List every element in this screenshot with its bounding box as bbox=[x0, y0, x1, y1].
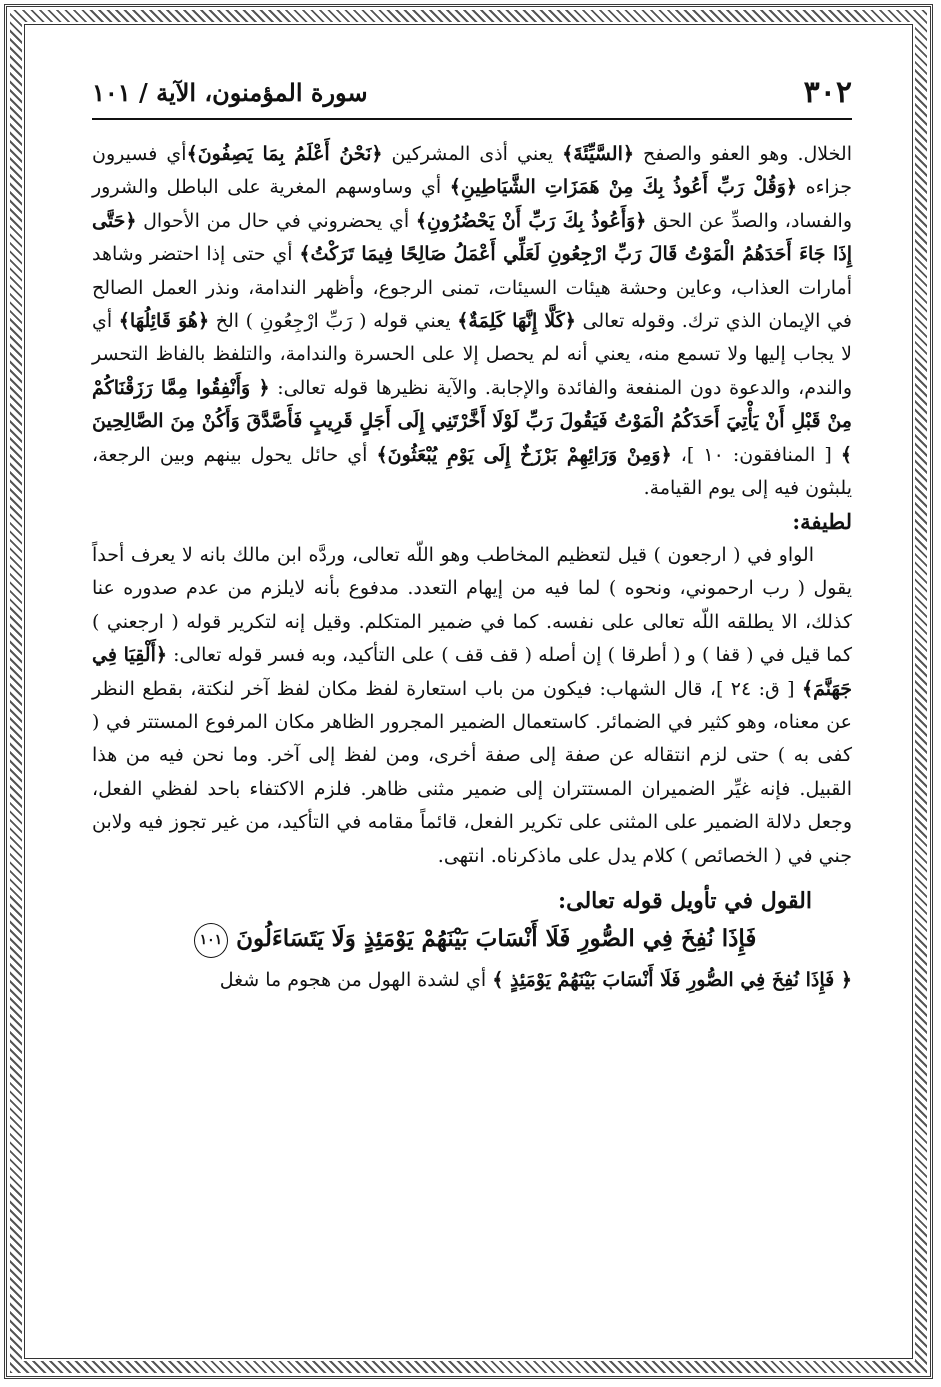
paragraph-lateefa bbox=[92, 539, 852, 873]
quran-quote: ﴿السَّيِّئَةَ﴾ bbox=[562, 143, 634, 165]
quran-quote: ﴿وَأَعُوذُ بِكَ رَبِّ أَنْ يَحْضُرُونِ﴾ bbox=[415, 209, 647, 232]
text-run: [ ق: ٢٤ ]، قال الشهاب: فيكون من باب استعارة لفظ مكان لفظ آخر لنكتة، بقطع النظر عن معناه، وهو كثير في الضمائر. كاستعمال الضمير المجرور الظاهر مكان المرفوع المستتر في ( كفى به ) حتى لزم انتقاله عن صفة إلى صفة أخرى، ومن لفظ إلى آخر. وما نحن فيه من هذا القبيل. فإنه غيِّر الضميران المستتران إلى ضمير مثنى ظاهر. فلزم الاكتفاء باحد لفظي الفعل، وجعل دلالة الضمير على المثنى على تكرير الفعل، قائماً مقامه في التأكيد، من غير تجوز فيه ولابن جني في ( الخصائص ) كلام يدل على ماذكرناه. انتهى. bbox=[92, 677, 852, 867]
header-rule bbox=[92, 118, 852, 120]
paragraph-verse-commentary bbox=[92, 964, 852, 997]
text-run: أي وساوسهم المغرية على الباطل والشرور والفساد، والصدِّ عن الحق bbox=[92, 176, 852, 232]
page-body bbox=[92, 138, 852, 997]
quran-quote: ﴿نَحْنُ أَعْلَمُ بِمَا يَصِفُونَ﴾ bbox=[186, 143, 383, 165]
text-run: أي لا يجاب إليها ولا تسمع منه، يعني أنه لم يحصل إلا على الحسرة والندامة، والتلفظ بالفاظ التحسر والندم، والدعوة دون المنفعة والفائدة والإجابة. والآية نظيرها قوله تعالى: bbox=[92, 310, 852, 399]
quran-quote: ﴿وَمِنْ وَرَائِهِمْ بَرْزَخٌ إِلَى يَوْمِ يُبْعَثُونَ﴾ bbox=[376, 443, 672, 466]
page-header bbox=[92, 70, 852, 114]
text-run: [ المنافقون: ١٠ ]، bbox=[671, 443, 841, 466]
paragraph-commentary bbox=[92, 138, 852, 505]
quran-quote: ﴿حَتَّى إِذَا جَاءَ أَحَدَهُمُ الْمَوْتُ قَالَ رَبِّ ارْجِعُونِ لَعَلِّي أَعْمَلُ صَالِحًا فِيمَا تَرَكْتُ﴾ bbox=[92, 209, 852, 266]
quran-quote: ﴿ فَإِذَا نُفِخَ فِي الصُّورِ فَلَا أَنْسَابَ بَيْنَهُمْ يَوْمَئِذٍ ﴾ bbox=[492, 969, 852, 992]
quran-quote: ﴿كَلَّا إِنَّهَا كَلِمَةٌ﴾ bbox=[457, 310, 576, 333]
quran-quote: ﴿هُوَ قَائِلُهَا﴾ bbox=[118, 310, 210, 333]
text-run: أي لشدة الهول من هجوم ما شغل bbox=[219, 969, 493, 992]
subsection-title: القول في تأويل قوله تعالى: bbox=[558, 887, 812, 914]
text-run: أي حتى إذا احتضر وشاهد أمارات العذاب، وعاين وحشة هيئات السيئات، تمنى الرجوع، وأظهر الندامة، ونذر العمل الصالح في الإيمان الذي ترك. وقوله تعالى bbox=[92, 243, 852, 333]
text-run: الخلال. وهو العفو والصفح bbox=[634, 143, 852, 165]
section-title-lateefa: لطيفة: bbox=[792, 509, 852, 535]
text-run: أي فسيرون جزاءه bbox=[92, 143, 853, 199]
verse-text: فَإِذَا نُفِخَ فِي الصُّورِ فَلَا أَنْسَابَ بَيْنَهُمْ يَوْمَئِذٍ وَلَا يَتَسَاءَلُونَ bbox=[236, 925, 757, 953]
verse-line bbox=[92, 922, 852, 958]
quran-quote: ﴿أَلْقِيَا فِي جَهَنَّمَ﴾ bbox=[92, 644, 852, 700]
quran-quote: ﴿ وَأَنْفِقُوا مِمَّا رَزَقْنَاكُمْ مِنْ قَبْلِ أَنْ يَأْتِيَ أَحَدَكُمُ الْمَوْتُ فَيَقُولَ رَبِّ لَوْلَا أَخَّرْتَنِي إِلَى أَجَلٍ قَرِيبٍ فَأَصَّدَّقَ وَأَكُنْ مِنَ الصَّالِحِينَ ﴾ bbox=[92, 376, 852, 466]
text-run: أي يحضروني في حال من الأحوال bbox=[136, 209, 416, 232]
text-run: أي حائل يحول بينهم وبين الرجعة، يلبثون فيه إلى يوم القيامة. bbox=[92, 443, 852, 500]
text-run: يعني قوله ( رَبِّ ارْجِعُونِ ) الخ bbox=[209, 310, 458, 333]
running-title: سورة المؤمنون، الآية / ١٠١ bbox=[92, 77, 368, 107]
quran-quote: ﴿وَقُلْ رَبِّ أَعُوذُ بِكَ مِنْ هَمَزَاتِ الشَّيَاطِينِ﴾ bbox=[449, 176, 798, 199]
text-run: الواو في ( ارجعون ) قيل لتعظيم المخاطب وهو اللّه تعالى، وردَّه ابن مالك بانه لا يعرف أحداً يقول ( رب ارحموني، ونحوه ) لما فيه من إيهام التعدد. مدفوع بأنه لايلزم من عدم صدوره عنا كذلك، الا يطلقه اللّه تعالى على نفسه. كما في ضمير المتكلم. وقيل إنه لتكرير قوله ( ارجعني ) كما قيل في ( قفا ) و ( أطرقا ) إن أصله ( قف قف ) على التأكيد، وبه فسر قوله تعالى: bbox=[92, 543, 852, 667]
page-number: ٣٠٢ bbox=[803, 74, 852, 110]
verse-number-marker: ١٠١ bbox=[194, 923, 229, 958]
text-run: يعني أذى المشركين bbox=[382, 143, 563, 165]
